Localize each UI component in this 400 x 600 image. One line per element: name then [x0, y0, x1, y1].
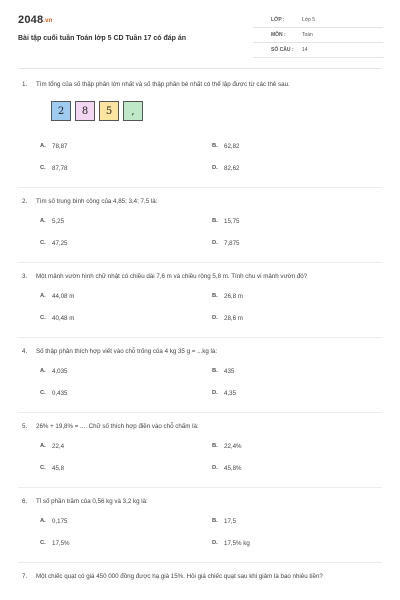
worksheet-meta [253, 14, 383, 59]
page-title: Bài tập cuối tuần Toán lớp 5 CD Tuần 17 có đáp án [18, 35, 187, 42]
site-logo[interactable] [18, 14, 53, 26]
digit-cards [51, 101, 382, 125]
question-number: 3. [22, 273, 28, 280]
option-d[interactable] [212, 315, 382, 327]
question-5 [18, 422, 382, 488]
option-letter: A. [40, 143, 46, 149]
question-divider [18, 412, 382, 413]
option-text: 22,4% [224, 443, 242, 450]
option-text: 17,5 [224, 518, 237, 525]
option-letter: D. [212, 540, 218, 546]
option-letter: C. [40, 165, 46, 171]
option-d[interactable] [212, 165, 382, 177]
question-number: 1. [22, 81, 28, 88]
answer-options [18, 143, 382, 183]
option-text: 22,4 [52, 443, 65, 450]
question-text [18, 272, 382, 282]
answer-options [18, 368, 382, 408]
option-a[interactable] [40, 293, 210, 305]
question-number: 2. [22, 198, 28, 205]
question-divider [18, 487, 382, 488]
meta-row-subject [253, 29, 383, 43]
option-d[interactable] [212, 540, 382, 552]
option-text: 47,25 [52, 240, 68, 247]
question-4 [18, 347, 382, 413]
question-text [18, 347, 382, 357]
question-7 [18, 572, 382, 582]
question-3 [18, 272, 382, 338]
option-text: 26,8 m [224, 293, 243, 300]
option-letter: D. [212, 165, 218, 171]
option-text: 45,8% [224, 465, 242, 472]
question-2 [18, 197, 382, 263]
option-c[interactable] [40, 240, 210, 252]
option-letter: B. [212, 518, 218, 524]
option-text: 78,87 [52, 143, 68, 150]
option-letter: C. [40, 540, 46, 546]
option-text: 45,8 [52, 465, 65, 472]
logo-suffix: .vn [43, 18, 53, 24]
option-text: 0,435 [52, 390, 68, 397]
option-letter: B. [212, 293, 218, 299]
option-d[interactable] [212, 240, 382, 252]
answer-options [18, 218, 382, 258]
option-text: 82,62 [224, 165, 240, 172]
option-letter: D. [212, 390, 218, 396]
question-number: 4. [22, 348, 28, 355]
option-text: 17,5% [52, 540, 70, 547]
question-prompt: Một chiếc quạt có giá 450 000 đồng được hạ giá 15%. Hỏi giá chiếc quạt sau khi giảm là bao nhiêu tiền? [36, 573, 323, 580]
option-letter: B. [212, 443, 218, 449]
option-letter: B. [212, 143, 218, 149]
question-6 [18, 497, 382, 563]
option-text: 44,08 m [52, 293, 75, 300]
option-text: 4,035 [52, 368, 68, 375]
option-text: 0,175 [52, 518, 68, 525]
answer-options [18, 443, 382, 483]
question-list [18, 80, 382, 593]
meta-value: Lớp 5 [302, 17, 316, 23]
question-text [18, 572, 382, 582]
option-b[interactable] [212, 293, 382, 305]
option-c[interactable] [40, 165, 210, 177]
option-text: 40,48 m [52, 315, 75, 322]
question-number: 5. [22, 423, 28, 430]
option-text: 15,75 [224, 218, 240, 225]
option-letter: A. [40, 518, 46, 524]
option-text: 4,35 [224, 390, 237, 397]
meta-label: SỐ CÂU : [271, 47, 294, 53]
meta-label: MÔN : [271, 32, 286, 38]
question-text [18, 497, 382, 507]
answer-options [18, 518, 382, 558]
question-prompt: Một mảnh vườn hình chữ nhật có chiều dài 7,6 m và chiều rộng 5,8 m. Tính chu vi mảnh vườn đó? [36, 273, 308, 280]
question-prompt: 26% + 19,8% = .... Chữ số thích hợp điền vào chỗ chấm là: [36, 423, 199, 430]
option-a[interactable] [40, 143, 210, 155]
option-text: 28,6 m [224, 315, 243, 322]
option-letter: C. [40, 240, 46, 246]
logo-text: 2048 [18, 14, 44, 26]
question-divider [18, 337, 382, 338]
option-b[interactable] [212, 443, 382, 455]
option-letter: C. [40, 465, 46, 471]
meta-value: Toán [302, 32, 313, 38]
option-c[interactable] [40, 540, 210, 552]
question-number: 6. [22, 498, 28, 505]
meta-value: 14 [302, 47, 308, 53]
option-a[interactable] [40, 218, 210, 230]
option-letter: B. [212, 218, 218, 224]
question-1 [18, 80, 382, 188]
digit-card: 5 [99, 101, 119, 121]
answer-options [18, 293, 382, 333]
option-letter: D. [212, 465, 218, 471]
option-b[interactable] [212, 218, 382, 230]
option-a[interactable] [40, 443, 210, 455]
option-b[interactable] [212, 143, 382, 155]
option-letter: D. [212, 315, 218, 321]
question-text [18, 197, 382, 207]
option-letter: A. [40, 368, 46, 374]
option-text: 17,5% kg [224, 540, 250, 547]
option-letter: C. [40, 315, 46, 321]
meta-row-question-count [253, 44, 383, 58]
question-prompt: Tìm tổng của số thập phân lớn nhất và số thập phân bé nhất có thể lập được từ các thẻ sau. [36, 81, 290, 88]
option-b[interactable] [212, 368, 382, 380]
question-divider [18, 562, 382, 563]
meta-row-class [253, 14, 383, 28]
option-text: 62,82 [224, 143, 240, 150]
digit-card: 8 [75, 101, 95, 121]
option-letter: A. [40, 293, 46, 299]
question-text [18, 422, 382, 432]
question-number: 7. [22, 573, 28, 580]
option-text: 435 [224, 368, 235, 375]
option-letter: B. [212, 368, 218, 374]
option-letter: D. [212, 240, 218, 246]
question-text [18, 80, 382, 90]
digit-card: 2 [51, 101, 71, 121]
option-text: 5,25 [52, 218, 65, 225]
option-c[interactable] [40, 390, 210, 402]
digit-card: , [123, 101, 143, 121]
option-text: 7,875 [224, 240, 240, 247]
option-letter: A. [40, 218, 46, 224]
question-divider [18, 187, 382, 188]
question-divider [18, 262, 382, 263]
option-a[interactable] [40, 518, 210, 530]
option-text: 87,78 [52, 165, 68, 172]
question-prompt: Tìm số trung bình cộng của 4,85; 3,4; 7,5 là: [36, 198, 158, 205]
option-letter: C. [40, 390, 46, 396]
option-d[interactable] [212, 465, 382, 477]
header-divider [18, 68, 382, 69]
worksheet-header [18, 14, 382, 64]
question-prompt: Số thập phân thích hợp viết vào chỗ trống của 4 kg 35 g = ...kg là: [36, 348, 218, 355]
meta-label: LỚP : [271, 17, 285, 23]
question-prompt: Tỉ số phần trăm của 0,56 kg và 3,2 kg là: [36, 498, 148, 505]
option-d[interactable] [212, 390, 382, 402]
option-c[interactable] [40, 465, 210, 477]
option-a[interactable] [40, 368, 210, 380]
option-b[interactable] [212, 518, 382, 530]
option-c[interactable] [40, 315, 210, 327]
option-letter: A. [40, 443, 46, 449]
